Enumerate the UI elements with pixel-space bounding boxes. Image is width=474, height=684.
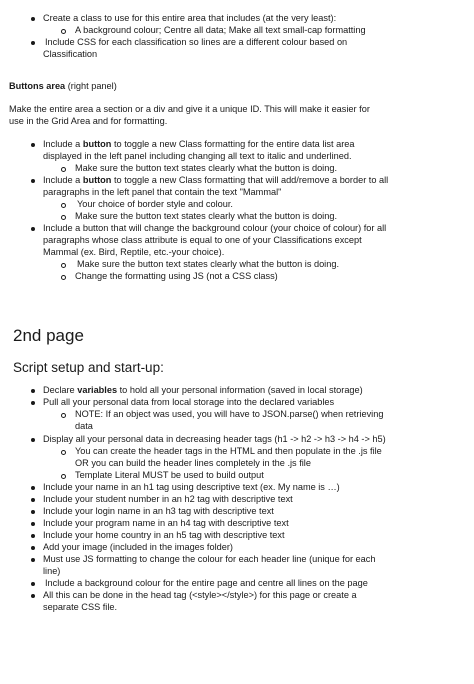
list-item: paragraphs in the left panel that contain the text "Mammal" bbox=[43, 187, 282, 197]
paragraph: use in the Grid Area and for formatting. bbox=[9, 116, 168, 126]
list-item: Include a background colour for the entire page and centre all lines on the page bbox=[45, 578, 368, 588]
list-item: You can create the header tags in the HTML and then populate in the .js file bbox=[75, 446, 382, 456]
sub-bullet bbox=[61, 450, 66, 455]
list-item: NOTE: If an object was used, you will have to JSON.parse() when retrieving bbox=[75, 409, 384, 419]
bullet bbox=[31, 546, 35, 550]
list-item: All this can be done in the head tag (<style></style>) for this page or create a bbox=[43, 590, 357, 600]
sub-bullet bbox=[61, 263, 66, 268]
bullet bbox=[31, 179, 35, 183]
sub-bullet bbox=[61, 413, 66, 418]
bullet bbox=[31, 558, 35, 562]
list-item: Include CSS for each classification so lines are a different colour based on bbox=[45, 37, 348, 47]
bullet bbox=[31, 510, 35, 514]
bullet bbox=[31, 227, 35, 231]
list-item: line) bbox=[43, 566, 61, 576]
sub-bullet bbox=[61, 215, 66, 220]
list-item: OR you can build the header lines completely in the .js file bbox=[75, 458, 311, 468]
bullet bbox=[31, 582, 35, 586]
list-item: Include a button to toggle a new Class formatting for the entire data list area bbox=[43, 139, 355, 149]
bullet bbox=[31, 522, 35, 526]
bullet bbox=[31, 143, 35, 147]
list-item: Your choice of border style and colour. bbox=[77, 199, 233, 209]
bullet bbox=[31, 486, 35, 490]
list-item: Include your name in an h1 tag using descriptive text (ex. My name is …) bbox=[43, 482, 340, 492]
sub-bullet bbox=[61, 474, 66, 479]
list-item: Pull all your personal data from local storage into the declared variables bbox=[43, 397, 335, 407]
list-item: Make sure the button text states clearly what the button is doing. bbox=[75, 211, 337, 221]
list-item: Make sure the button text states clearly what the button is doing. bbox=[77, 259, 339, 269]
bullet bbox=[31, 41, 35, 45]
section-heading: Script setup and start-up: bbox=[13, 360, 164, 375]
list-item: Include a button to toggle a new Class formatting that will add/remove a border to all bbox=[43, 175, 389, 185]
list-item: Mammal (ex. Bird, Reptile, etc.-your choice). bbox=[43, 247, 225, 257]
list-item: Include your home country in an h5 tag with descriptive text bbox=[43, 530, 285, 540]
sub-bullet bbox=[61, 29, 66, 34]
list-item: data bbox=[75, 421, 93, 431]
list-item: displayed in the left panel including changing all text to italic and underlined. bbox=[43, 151, 352, 161]
list-item: Include your program name in an h4 tag with descriptive text bbox=[43, 518, 289, 528]
list-item: Include your login name in an h3 tag with descriptive text bbox=[43, 506, 274, 516]
list-item: A background colour; Centre all data; Make all text small-cap formatting bbox=[75, 25, 366, 35]
list-item: paragraphs whose class attribute is equal to one of your Classifications except bbox=[43, 235, 362, 245]
list-item: Create a class to use for this entire area that includes (at the very least): bbox=[43, 13, 337, 23]
sub-bullet bbox=[61, 275, 66, 280]
list-item: separate CSS file. bbox=[43, 602, 118, 612]
sub-bullet bbox=[61, 203, 66, 208]
section-heading: Buttons area (right panel) bbox=[9, 81, 117, 91]
list-item: Change the formatting using JS (not a CSS class) bbox=[75, 271, 278, 281]
list-item: Must use JS formatting to change the colour for each header line (unique for each bbox=[43, 554, 376, 564]
list-item: Declare variables to hold all your personal information (saved in local storage) bbox=[43, 385, 363, 395]
bullet bbox=[31, 438, 35, 442]
paragraph: Make the entire area a section or a div and give it a unique ID. This will make it easier for bbox=[9, 104, 370, 114]
list-item: Classification bbox=[43, 49, 98, 59]
list-item: Include your student number in an h2 tag with descriptive text bbox=[43, 494, 293, 504]
list-item: Include a button that will change the background colour (your choice of colour) for all bbox=[43, 223, 387, 233]
list-item: Display all your personal data in decreasing header tags (h1 -> h2 -> h3 -> h4 -> h5) bbox=[43, 434, 386, 444]
list-item: Template Literal MUST be used to build output bbox=[75, 470, 264, 480]
bullet bbox=[31, 498, 35, 502]
sub-bullet bbox=[61, 167, 66, 172]
list-item: Add your image (included in the images folder) bbox=[43, 542, 233, 552]
bullet bbox=[31, 594, 35, 598]
bullet bbox=[31, 389, 35, 393]
bullet bbox=[31, 17, 35, 21]
list-item: Make sure the button text states clearly what the button is doing. bbox=[75, 163, 337, 173]
page-heading: 2nd page bbox=[13, 326, 84, 345]
bullet bbox=[31, 401, 35, 405]
bullet bbox=[31, 534, 35, 538]
